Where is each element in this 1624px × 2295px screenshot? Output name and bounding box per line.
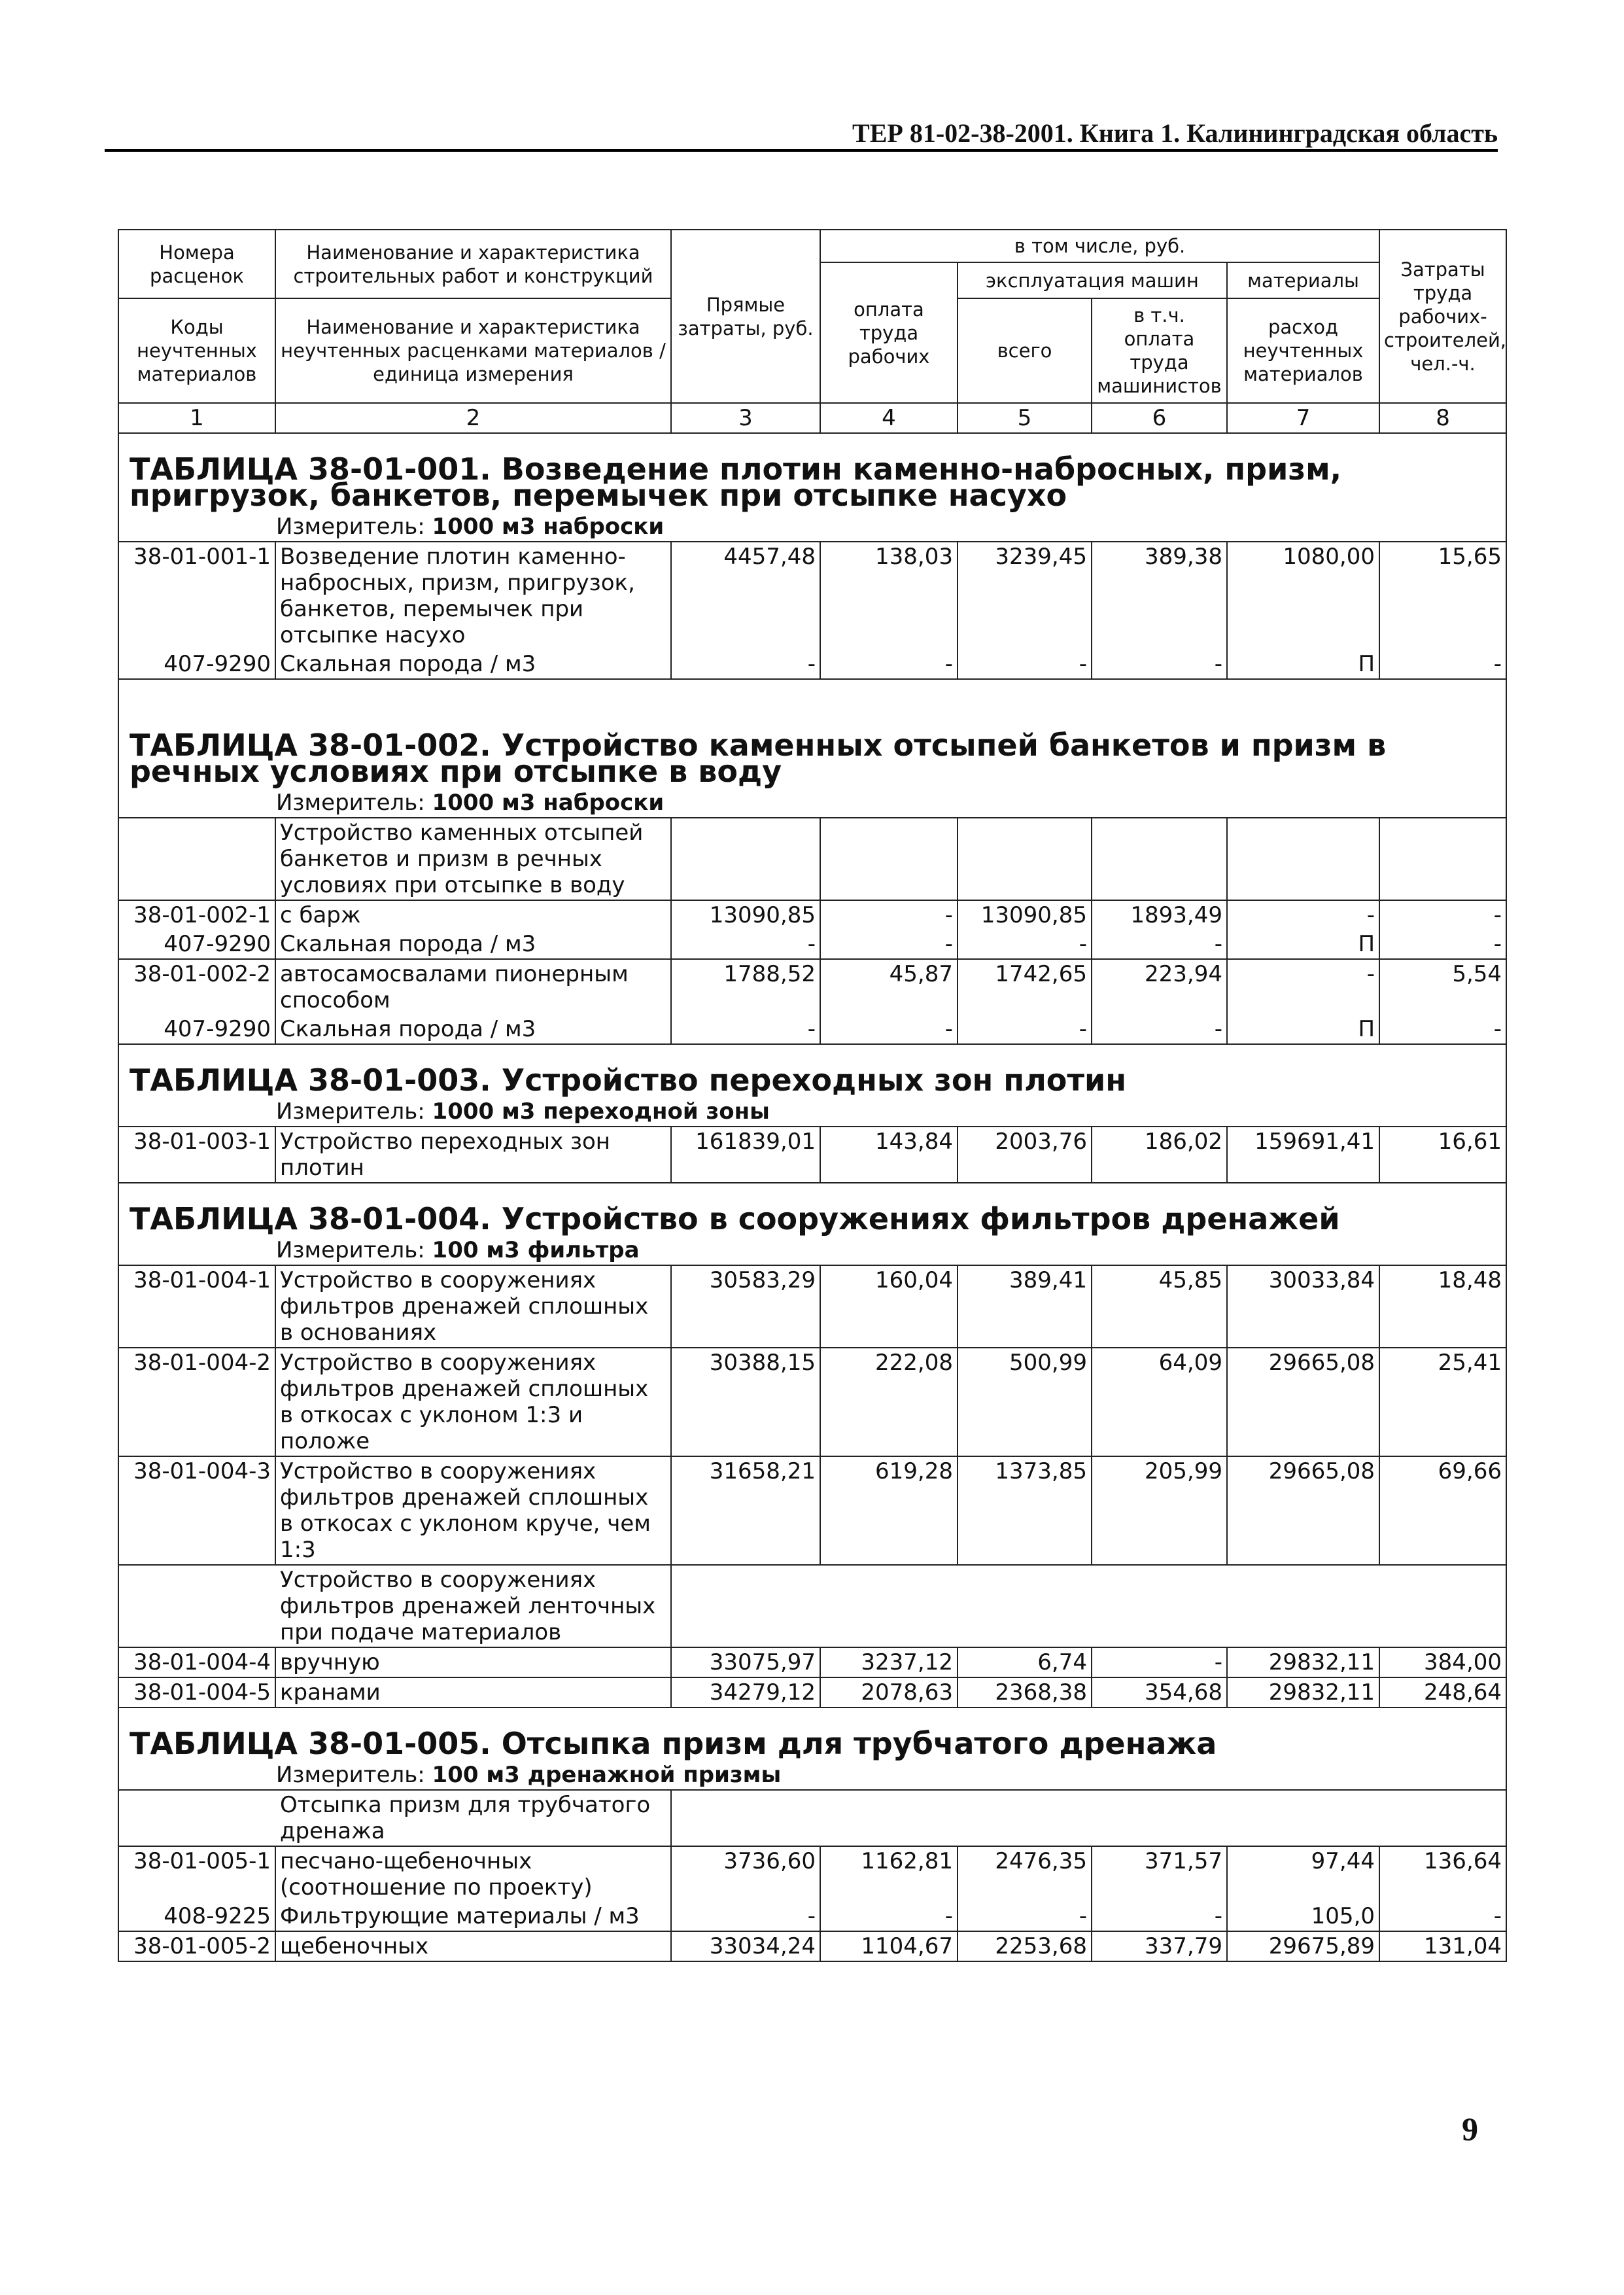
machines-header: эксплуатация машин <box>958 262 1227 298</box>
table-row <box>118 1015 1506 1044</box>
direct-cost: 31658,21 <box>671 1456 820 1565</box>
material-code: 407-9290 <box>118 930 275 959</box>
machinists-pay: 64,09 <box>1092 1348 1227 1456</box>
rate-code: 38-01-002-1 <box>118 900 275 930</box>
col3-header: Прямые затраты, руб. <box>671 230 820 403</box>
material-code: 407-9290 <box>118 1015 275 1044</box>
meter-label: Измеритель: <box>276 790 425 816</box>
group-name: Устройство каменных отсыпей банкетов и призм в речных условиях при отсыпке в воду <box>275 818 671 900</box>
materials-cost: 97,44 <box>1227 1846 1379 1902</box>
direct-cost: - <box>671 1015 820 1044</box>
labor-pay: 222,08 <box>820 1348 958 1456</box>
material-name: Скальная порода / м3 <box>275 930 671 959</box>
labor-pay: 2078,63 <box>820 1677 958 1708</box>
table-row <box>118 1127 1506 1183</box>
labor-hours: 384,00 <box>1379 1647 1506 1677</box>
table-title: ТАБЛИЦА 38-01-002. Устройство каменных отсыпей банкетов и призм в речных условиях при отсыпке в воду <box>118 679 1506 788</box>
machinists-pay: - <box>1092 930 1227 959</box>
rate-name: кранами <box>275 1677 671 1708</box>
labor-pay: 1104,67 <box>820 1931 958 1961</box>
direct-cost: 34279,12 <box>671 1677 820 1708</box>
machines-total: 500,99 <box>958 1348 1092 1456</box>
material-code: 408-9225 <box>118 1902 275 1931</box>
labor-hours: 5,54 <box>1379 959 1506 1015</box>
direct-cost: 1788,52 <box>671 959 820 1015</box>
machinists-pay: 389,38 <box>1092 542 1227 650</box>
machines-total: - <box>958 1015 1092 1044</box>
machines-total: - <box>958 1902 1092 1931</box>
table-row <box>118 542 1506 650</box>
material-name: Фильтрующие материалы / м3 <box>275 1902 671 1931</box>
materials-cost: - <box>1227 900 1379 930</box>
rate-name: вручную <box>275 1647 671 1677</box>
direct-cost: 13090,85 <box>671 900 820 930</box>
materials-cost: 29675,89 <box>1227 1931 1379 1961</box>
column-number: 5 <box>958 403 1092 433</box>
machines-total: 6,74 <box>958 1647 1092 1677</box>
labor-hours: 248,64 <box>1379 1677 1506 1708</box>
rate-code: 38-01-002-2 <box>118 959 275 1015</box>
machinists-pay: - <box>1092 1647 1227 1677</box>
table-title: ТАБЛИЦА 38-01-001. Возведение плотин каменно-набросных, призм, пригрузок, банкетов, перемычек при отсыпке насухо <box>118 433 1506 512</box>
meter-label: Измеритель: <box>276 1762 425 1788</box>
labor-hours: 18,48 <box>1379 1265 1506 1348</box>
direct-cost: - <box>671 930 820 959</box>
direct-cost: - <box>671 1902 820 1931</box>
col1-bottom-header: Коды неучтенных материалов <box>118 298 275 403</box>
table-row <box>118 930 1506 959</box>
group-row <box>118 818 1506 900</box>
labor-hours: 25,41 <box>1379 1348 1506 1456</box>
document-header: ТЕР 81-02-38-2001. Книга 1. Калининградская область <box>852 118 1498 148</box>
labor-pay: - <box>820 1015 958 1044</box>
labor-hours: 69,66 <box>1379 1456 1506 1565</box>
column-number: 2 <box>275 403 671 433</box>
labor-hours: - <box>1379 900 1506 930</box>
labor-hours: - <box>1379 1902 1506 1931</box>
rate-name: Устройство переходных зон плотин <box>275 1127 671 1183</box>
rate-name: песчано-щебеночных (соотношение по проекту) <box>275 1846 671 1902</box>
meter-row <box>118 512 1506 542</box>
column-number: 8 <box>1379 403 1506 433</box>
meter-row <box>118 1761 1506 1790</box>
table-row <box>118 1677 1506 1708</box>
in-total-header: в том числе, руб. <box>820 230 1379 262</box>
materials-cost: 29832,11 <box>1227 1647 1379 1677</box>
labor-pay: 45,87 <box>820 959 958 1015</box>
table-row <box>118 1647 1506 1677</box>
rate-name: Устройство в сооружениях фильтров дренажей сплошных в откосах с уклоном круче, чем 1:3 <box>275 1456 671 1565</box>
machines-total: 2003,76 <box>958 1127 1092 1183</box>
meter-row <box>118 788 1506 818</box>
column-number: 1 <box>118 403 275 433</box>
materials-cost: 29665,08 <box>1227 1348 1379 1456</box>
table-row <box>118 959 1506 1015</box>
machines-total: 1373,85 <box>958 1456 1092 1565</box>
col6-header: в т.ч. оплата труда машинистов <box>1092 298 1227 403</box>
rate-code: 38-01-005-2 <box>118 1931 275 1961</box>
labor-pay: 160,04 <box>820 1265 958 1348</box>
machinists-pay: 337,79 <box>1092 1931 1227 1961</box>
materials-cost: П <box>1227 1015 1379 1044</box>
labor-pay: - <box>820 1902 958 1931</box>
labor-pay: - <box>820 930 958 959</box>
direct-cost: 30583,29 <box>671 1265 820 1348</box>
machinists-pay: 205,99 <box>1092 1456 1227 1565</box>
column-number: 3 <box>671 403 820 433</box>
machines-total: 13090,85 <box>958 900 1092 930</box>
materials-cost: 30033,84 <box>1227 1265 1379 1348</box>
machinists-pay: - <box>1092 650 1227 679</box>
machines-total: - <box>958 650 1092 679</box>
col2-top-header: Наименование и характеристика строительных работ и конструкций <box>275 230 671 298</box>
materials-cost: 29665,08 <box>1227 1456 1379 1565</box>
materials-cost: 1080,00 <box>1227 542 1379 650</box>
materials-cost: 29832,11 <box>1227 1677 1379 1708</box>
labor-hours: 131,04 <box>1379 1931 1506 1961</box>
machinists-pay: 354,68 <box>1092 1677 1227 1708</box>
direct-cost: 33034,24 <box>671 1931 820 1961</box>
meter-value: 1000 м3 наброски <box>432 514 665 540</box>
labor-pay: - <box>820 650 958 679</box>
labor-hours: - <box>1379 1015 1506 1044</box>
column-number: 7 <box>1227 403 1379 433</box>
labor-pay: 1162,81 <box>820 1846 958 1902</box>
meter-row <box>118 1236 1506 1265</box>
rate-name: автосамосвалами пионерным способом <box>275 959 671 1015</box>
direct-cost: 3736,60 <box>671 1846 820 1902</box>
rate-code: 38-01-005-1 <box>118 1846 275 1902</box>
meter-value: 1000 м3 переходной зоны <box>432 1098 770 1125</box>
meter-value: 100 м3 фильтра <box>432 1237 640 1263</box>
rate-code: 38-01-001-1 <box>118 542 275 650</box>
materials-header: материалы <box>1227 262 1379 298</box>
materials-cost: 159691,41 <box>1227 1127 1379 1183</box>
rate-code: 38-01-004-5 <box>118 1677 275 1708</box>
machines-total: 2253,68 <box>958 1931 1092 1961</box>
material-name: Скальная порода / м3 <box>275 650 671 679</box>
table-title: ТАБЛИЦА 38-01-004. Устройство в сооружениях фильтров дренажей <box>118 1183 1506 1236</box>
column-number: 4 <box>820 403 958 433</box>
rate-name: Устройство в сооружениях фильтров дренажей сплошных в основаниях <box>275 1265 671 1348</box>
table-row <box>118 1846 1506 1902</box>
machines-total: 1742,65 <box>958 959 1092 1015</box>
machines-total: - <box>958 930 1092 959</box>
direct-cost: 33075,97 <box>671 1647 820 1677</box>
machinists-pay: 45,85 <box>1092 1265 1227 1348</box>
rate-code: 38-01-004-1 <box>118 1265 275 1348</box>
labor-pay: - <box>820 900 958 930</box>
table-row <box>118 1456 1506 1565</box>
col4-header: оплата труда рабочих <box>820 262 958 403</box>
col2-bottom-header: Наименование и характеристика неучтенных расценками материалов / единица измерения <box>275 298 671 403</box>
col7-header: расход неучтенных материалов <box>1227 298 1379 403</box>
meter-label: Измеритель: <box>276 1098 425 1125</box>
meter-row <box>118 1097 1506 1127</box>
meter-value: 1000 м3 наброски <box>432 790 665 816</box>
rate-code: 38-01-004-4 <box>118 1647 275 1677</box>
rates-table <box>118 229 1507 1962</box>
table-title: ТАБЛИЦА 38-01-005. Отсыпка призм для трубчатого дренажа <box>118 1708 1506 1761</box>
meter-label: Измеритель: <box>276 514 425 540</box>
page-number: 9 <box>1462 2111 1478 2147</box>
table-row <box>118 1902 1506 1931</box>
materials-cost: П <box>1227 650 1379 679</box>
labor-pay: 143,84 <box>820 1127 958 1183</box>
header-rule <box>105 149 1498 152</box>
table-row <box>118 650 1506 679</box>
direct-cost: 30388,15 <box>671 1348 820 1456</box>
labor-hours: 16,61 <box>1379 1127 1506 1183</box>
group-name: Отсыпка призм для трубчатого дренажа <box>118 1790 671 1846</box>
table-row <box>118 900 1506 930</box>
material-code: 407-9290 <box>118 650 275 679</box>
machines-total: 3239,45 <box>958 542 1092 650</box>
labor-hours: 15,65 <box>1379 542 1506 650</box>
labor-pay: 3237,12 <box>820 1647 958 1677</box>
col1-top-header: Номера расценок <box>118 230 275 298</box>
group-row <box>118 1790 1506 1846</box>
materials-cost: - <box>1227 959 1379 1015</box>
labor-hours: - <box>1379 930 1506 959</box>
rate-name: Устройство в сооружениях фильтров дренажей сплошных в откосах с уклоном 1:3 и положе <box>275 1348 671 1456</box>
labor-pay: 619,28 <box>820 1456 958 1565</box>
rate-code: 38-01-003-1 <box>118 1127 275 1183</box>
materials-cost: 105,0 <box>1227 1902 1379 1931</box>
group-row <box>118 1565 1506 1647</box>
meter-label: Измеритель: <box>276 1237 425 1263</box>
col8-header: Затраты труда рабочих-строителей, чел.-ч. <box>1379 230 1506 403</box>
machinists-pay: 1893,49 <box>1092 900 1227 930</box>
machinists-pay: 371,57 <box>1092 1846 1227 1902</box>
machinists-pay: - <box>1092 1902 1227 1931</box>
rate-name: Возведение плотин каменно-набросных, призм, пригрузок, банкетов, перемычек при отсыпке насухо <box>275 542 671 650</box>
direct-cost: - <box>671 650 820 679</box>
rate-code: 38-01-004-3 <box>118 1456 275 1565</box>
table-row <box>118 1265 1506 1348</box>
rate-name: щебеночных <box>275 1931 671 1961</box>
materials-cost: П <box>1227 930 1379 959</box>
col5-header: всего <box>958 298 1092 403</box>
machines-total: 2476,35 <box>958 1846 1092 1902</box>
group-name: Устройство в сооружениях фильтров дренажей ленточных при подаче материалов <box>118 1565 671 1647</box>
labor-hours: - <box>1379 650 1506 679</box>
table-title: ТАБЛИЦА 38-01-003. Устройство переходных зон плотин <box>118 1044 1506 1097</box>
machinists-pay: 223,94 <box>1092 959 1227 1015</box>
column-numbers-row <box>118 403 1506 433</box>
table-row <box>118 1931 1506 1961</box>
direct-cost: 4457,48 <box>671 542 820 650</box>
material-name: Скальная порода / м3 <box>275 1015 671 1044</box>
machines-total: 389,41 <box>958 1265 1092 1348</box>
column-number: 6 <box>1092 403 1227 433</box>
machines-total: 2368,38 <box>958 1677 1092 1708</box>
machinists-pay: - <box>1092 1015 1227 1044</box>
direct-cost: 161839,01 <box>671 1127 820 1183</box>
machinists-pay: 186,02 <box>1092 1127 1227 1183</box>
rate-name: с барж <box>275 900 671 930</box>
meter-value: 100 м3 дренажной призмы <box>432 1762 782 1788</box>
rate-code: 38-01-004-2 <box>118 1348 275 1456</box>
labor-hours: 136,64 <box>1379 1846 1506 1902</box>
table-row <box>118 1348 1506 1456</box>
labor-pay: 138,03 <box>820 542 958 650</box>
